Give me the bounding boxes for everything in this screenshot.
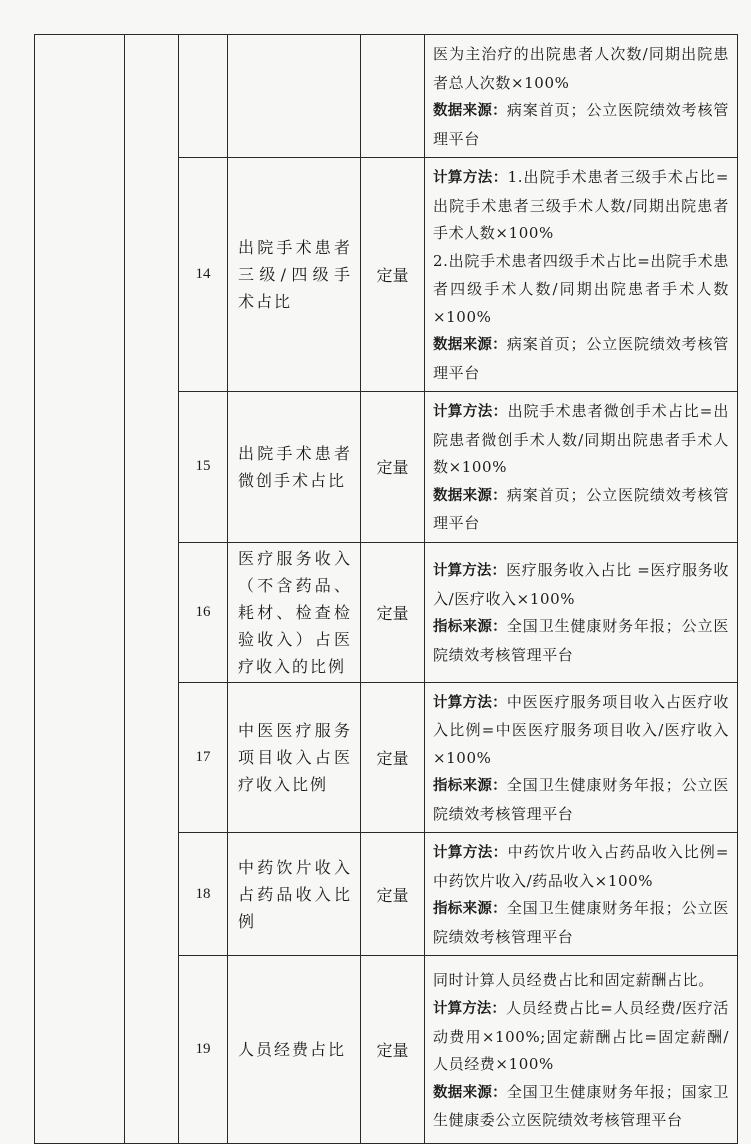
indicator-description (425, 35, 738, 158)
table-row (35, 35, 738, 158)
indicator-description (425, 833, 738, 956)
desc-line: 计算方法：中药饮片收入占药品收入比例=中药饮片收入/药品收入×100% (433, 843, 729, 890)
indicator-type: 定量 (361, 158, 425, 392)
desc-line: 数据来源：病案首页；公立医院绩效考核管理平台 (433, 335, 730, 382)
desc-line: 指标来源：全国卫生健康财务年报；公立医院绩效考核管理平台 (433, 899, 730, 946)
row-number: 16 (179, 542, 228, 682)
desc-line: 计算方法：1.出院手术患者三级手术占比=出院手术患者三级手术人数/同期出院患者手术人数×100% (433, 168, 730, 242)
indicator-type: 定量 (361, 833, 425, 956)
category-cell (35, 35, 125, 1144)
desc-line: 数据来源：全国卫生健康财务年报；国家卫生健康委公立医院绩效考核管理平台 (433, 1082, 730, 1129)
indicator-name: 人员经费占比 (238, 1040, 347, 1059)
indicator-table (34, 34, 738, 1144)
desc-line: 计算方法：人员经费占比=人员经费/医疗活动费用×100%;固定薪酬占比=固定薪酬/人员经费×100% (433, 999, 730, 1073)
desc-line: 2.出院手术患者四级手术占比=出院手术患者四级手术人数/同期出院患者手术人数×100% (433, 251, 729, 326)
indicator-name: 中医医疗服务项目收入占医疗收入比例 (238, 720, 352, 794)
desc-line: 数据来源：病案首页；公立医院绩效考核管理平台 (433, 101, 730, 148)
desc-line: 医为主治疗的出院患者人次数/同期出院患者总人次数×100% (433, 45, 729, 92)
row-number: 14 (179, 158, 228, 392)
indicator-name-cell (228, 35, 361, 158)
indicator-type: 定量 (361, 682, 425, 833)
desc-line: 数据来源：病案首页；公立医院绩效考核管理平台 (433, 485, 730, 532)
indicator-description (425, 542, 738, 682)
indicator-name-cell (228, 956, 361, 1144)
indicator-name: 出院手术患者微创手术占比 (238, 443, 352, 490)
row-number (179, 35, 228, 158)
indicator-name-cell (228, 682, 361, 833)
indicator-type: 定量 (361, 956, 425, 1144)
indicator-name: 中药饮片收入占药品收入比例 (238, 857, 352, 931)
indicator-type (361, 35, 425, 158)
indicator-description (425, 158, 738, 392)
desc-line: 计算方法：中医医疗服务项目收入占医疗收入比例=中医医疗服务项目收入/医疗收入×100% (433, 692, 730, 767)
subcategory-cell (125, 35, 179, 1144)
indicator-name-cell (228, 392, 361, 543)
desc-line: 计算方法：出院手术患者微创手术占比=出院患者微创手术人数/同期出院患者手术人数×100% (433, 402, 729, 476)
indicator-name-cell (228, 158, 361, 392)
indicator-name: 出院手术患者三级/四级手术占比 (238, 238, 352, 311)
desc-line: 同时计算人员经费占比和固定薪酬占比。 (433, 970, 714, 989)
indicator-description (425, 956, 738, 1144)
row-number: 19 (179, 956, 228, 1144)
indicator-name-cell (228, 542, 361, 682)
indicator-description (425, 682, 738, 833)
row-number: 15 (179, 392, 228, 543)
desc-line: 指标来源：全国卫生健康财务年报；公立医院绩效考核管理平台 (433, 776, 730, 823)
desc-line: 指标来源：全国卫生健康财务年报；公立医院绩效考核管理平台 (433, 617, 730, 664)
desc-line: 计算方法：医疗服务收入占比 =医疗服务收入/医疗收入×100% (433, 561, 730, 608)
indicator-type: 定量 (361, 392, 425, 543)
row-number: 18 (179, 833, 228, 956)
indicator-name: 医疗服务收入（不含药品、耗材、检查检验收入）占医疗收入的比例 (238, 548, 352, 676)
indicator-description (425, 392, 738, 543)
indicator-type: 定量 (361, 542, 425, 682)
indicator-name-cell (228, 833, 361, 956)
row-number: 17 (179, 682, 228, 833)
